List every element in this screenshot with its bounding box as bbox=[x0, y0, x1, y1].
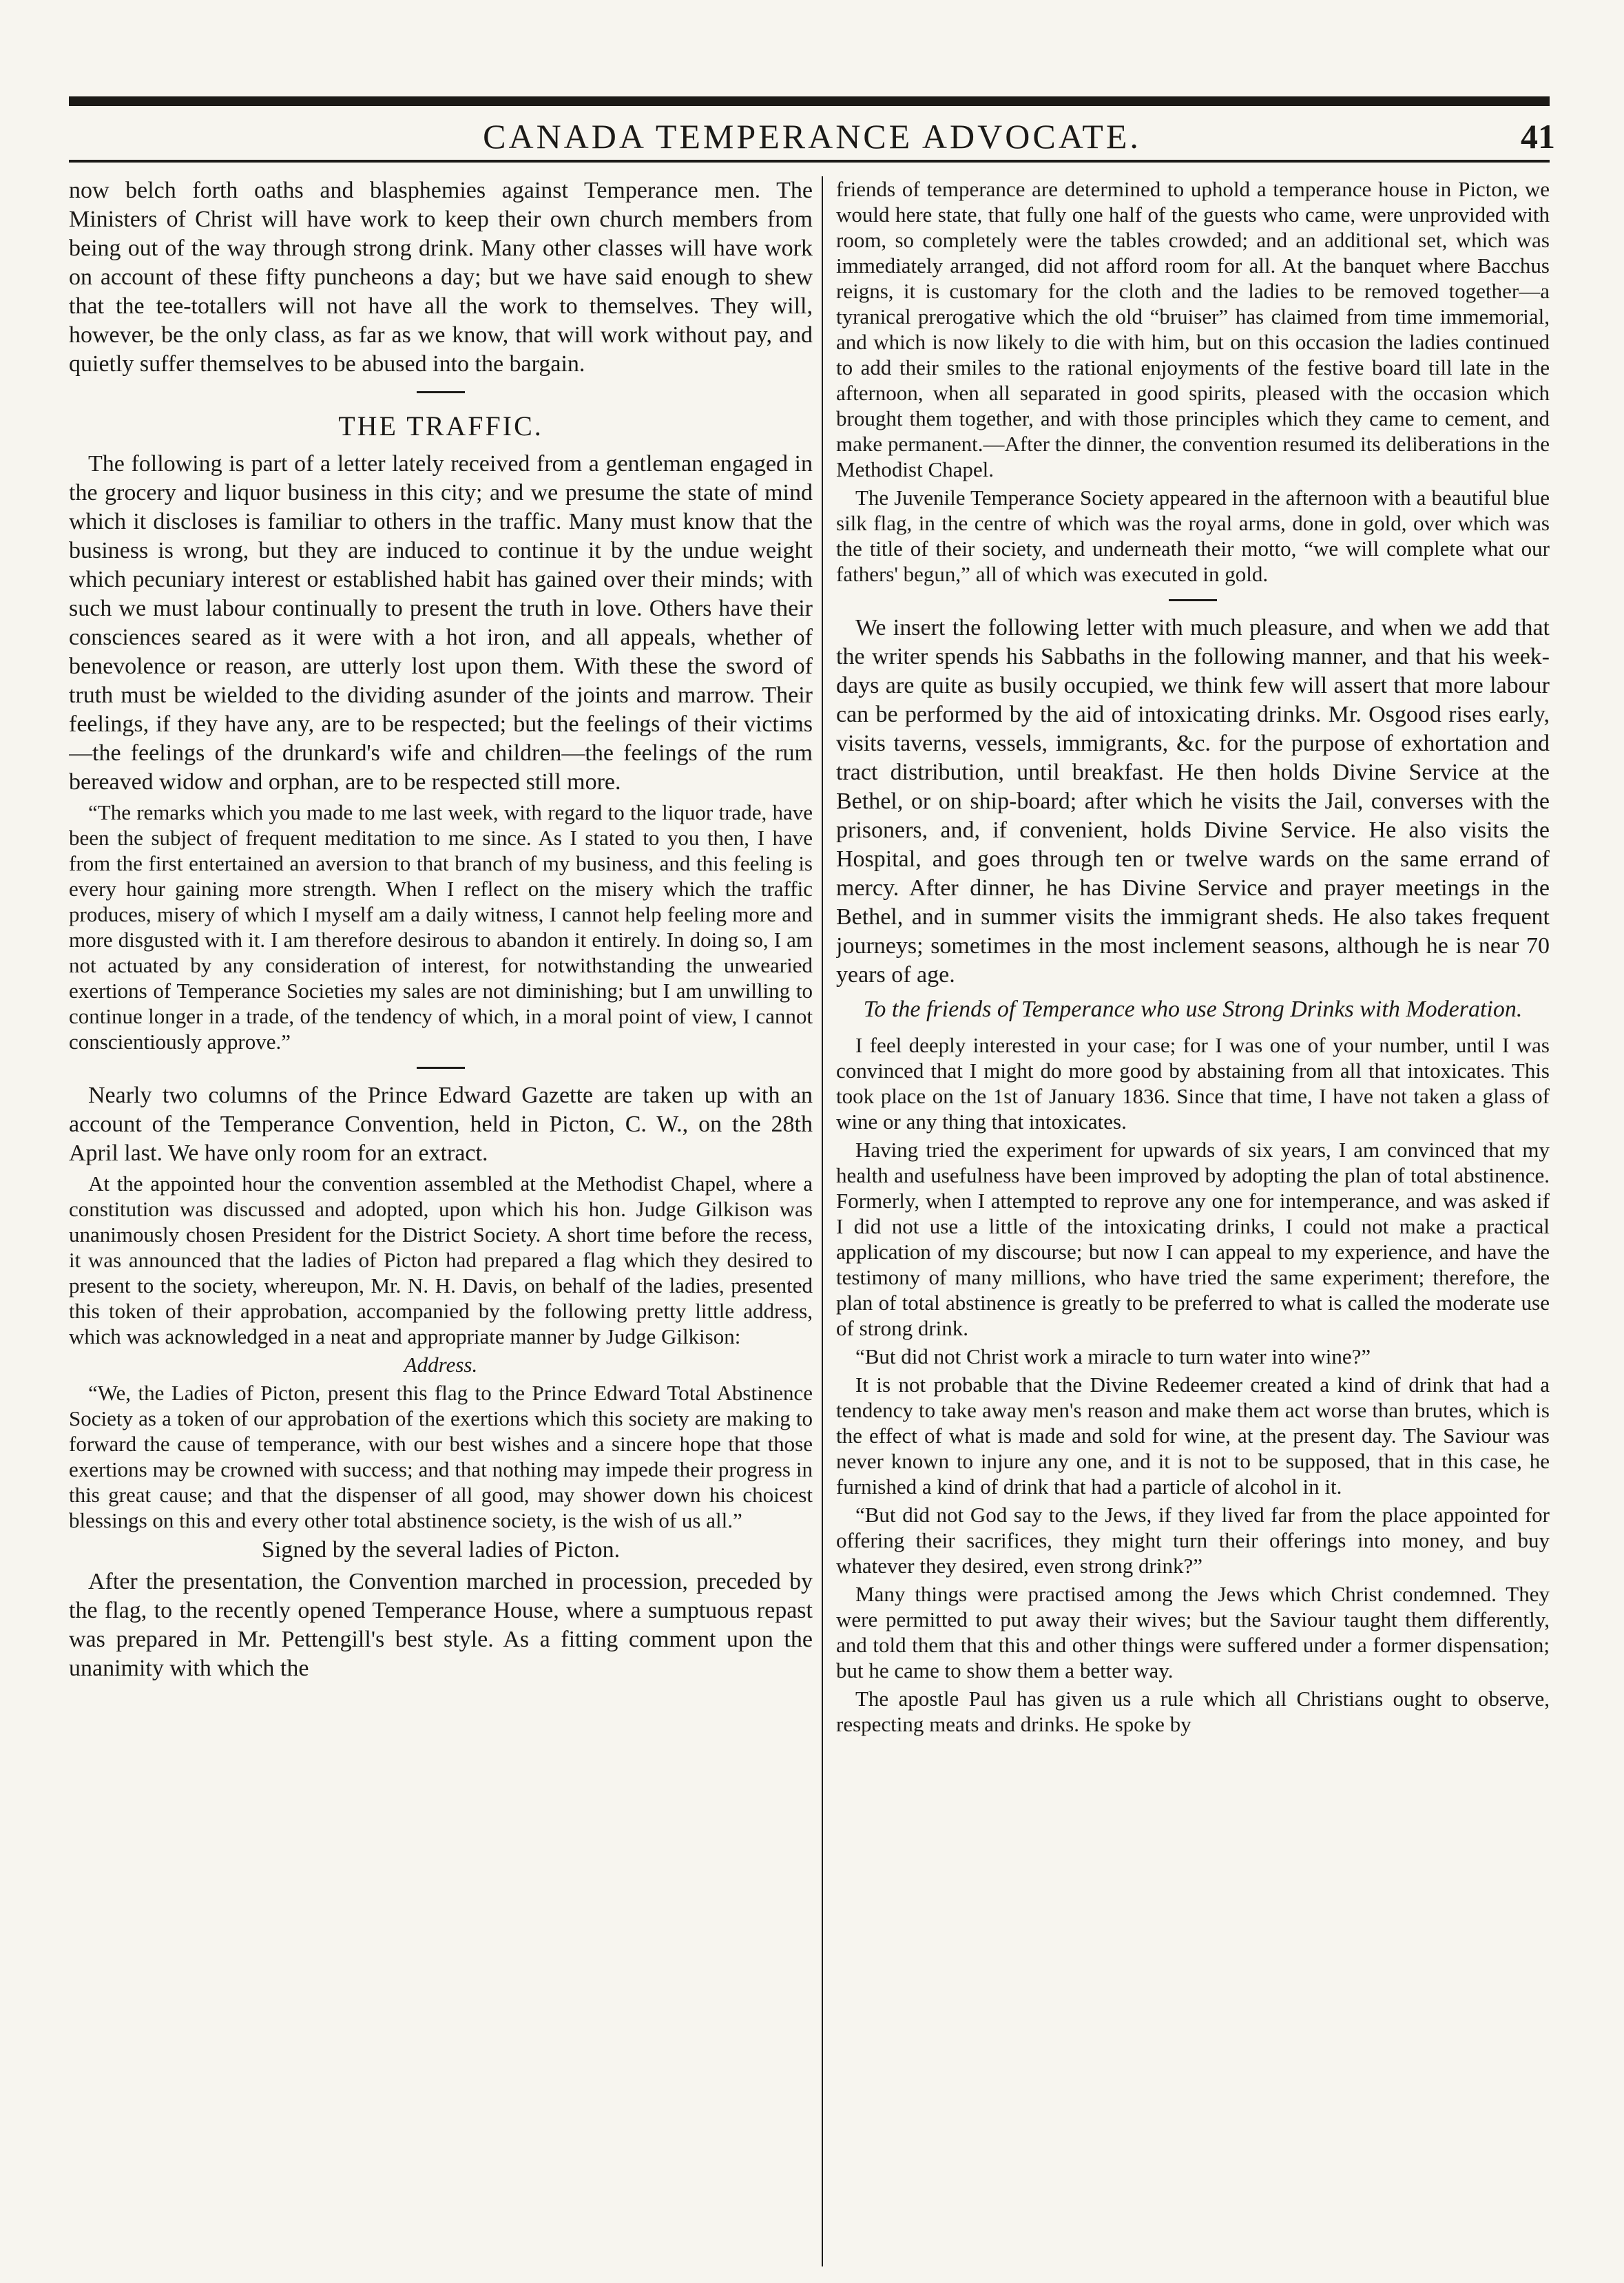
column-divider bbox=[822, 176, 823, 2266]
paragraph: Nearly two columns of the Prince Edward Gazette are taken up with an account of the Temperance Convention, held in Picton, C. W., on the 28th April last. We have only room for an extract. bbox=[69, 1083, 813, 1166]
separator bbox=[1169, 599, 1217, 601]
page-title: CANADA TEMPERANCE ADVOCATE. bbox=[483, 117, 1141, 156]
separator bbox=[417, 1067, 465, 1069]
paragraph: Many things were practised among the Jews which Christ condemned. They were permitted to put away their wives; but the Saviour taught them differently, and told them that this and other things were suffered under a former dispensation; but he came to show them a better way. bbox=[836, 1582, 1550, 1682]
letter-heading: To the friends of Temperance who use Strong Drinks with Moderation. bbox=[863, 997, 1523, 1022]
page-number: 41 bbox=[1521, 117, 1555, 156]
paragraph: We insert the following letter with much pleasure, and when we add that the writer spends his Sabbaths in the following manner, and that his week-days are quite as busily occupied, we think few will assert that more labour can be performed by the aid of intoxicating drinks. Mr. Osgood rises early, visits taverns, vessels, immigrants, &c. for the purpose of exhortation and tract distribution, until breakfast. He then holds Divine Service at the Bethel, or on ship-board; after which he visits the Jail, converses with the prisoners, and, if convenient, holds Divine Service. He also visits the Hospital, and goes through ten or twelve wards on the same errand of mercy. After dinner, he has Divine Service and prayer meetings in the Bethel, and in summer visits the immigrant sheds. He also takes frequent journeys; sometimes in the most inclement seasons, although he is near 70 years of age. bbox=[836, 615, 1550, 988]
paragraph: It is not probable that the Divine Redeemer created a kind of drink that had a tendency to take away men's reason and make them act worse than brutes, which is the effect of what is made and sold for wine, at the present day. The Saviour was never known to injure any one, and it is not to be supposed, that in this case, he furnished a kind of drink that had a particle of alcohol in it. bbox=[836, 1373, 1550, 1499]
signature-line: Signed by the several ladies of Picton. bbox=[261, 1537, 621, 1563]
section-heading-traffic: THE TRAFFIC. bbox=[338, 410, 543, 441]
paragraph: The following is part of a letter lately received from a gentleman engaged in the grocery and liquor business in this city; and we presume the state of mind which it discloses is familiar to others in the traffic. Many must know that the business is wrong, but they are induced to continue it by the undue weight which pecuniary interest or established habit has gained over their minds; with such we must labour continually to present the truth in love. Others have their consciences seared as it were with a hot iron, and all appeals, whether of benevolence or reason, are utterly lost upon them. With these the sword of truth must be wielded to the dividing asunder of the joints and marrow. Their feelings, if they have any, are to be respected; but the feelings of their victims—the feelings of the drunkard's wife and children—the feelings of the rum bereaved widow and orphan, are to be respected still more. bbox=[69, 451, 813, 795]
address-text: “We, the Ladies of Picton, present this flag to the Prince Edward Total Abstinence Society as a token of our approbation of the exertions which this society are making to forward the cause of temperance, with our best wishes and a sincere hope that those exertions may be crowned with success; and that nothing may impede their progress in this great cause; and that the dispenser of all good, may shower down his choicest blessings on this and every other total abstinence society, is the wish of us all.” bbox=[69, 1381, 813, 1532]
paragraph: At the appointed hour the convention assembled at the Methodist Chapel, where a constitution was discussed and adopted, upon which his hon. Judge Gilkison was unanimously chosen President for the District Society. A short time before the recess, it was announced that the ladies of Picton had prepared a flag which they desired to present to the society, whereupon, Mr. N. H. Davis, on behalf of the ladies, presented this token of their approbation, accompanied by the following pretty little address, which was acknowledged in a neat and appropriate manner by Judge Gilkison: bbox=[69, 1171, 813, 1348]
quoted-letter: “The remarks which you made to me last week, with regard to the liquor trade, have been the subject of frequent meditation to me since. As I stated to you then, I have from the first entertained an aversion to that branch of my business, and this feeling is every hour gaining more strength. When I reflect on the misery which the traffic produces, misery of which I myself am a daily witness, I cannot help feeling more and more disgusted with it. I am therefore desirous to abandon it entirely. In doing so, I am not actuated by any consideration of interest, for notwithstanding the unwearied exertions of Temperance Societies my sales are not diminishing; but I am unwilling to continue longer in a trade, of the tendency of which, in a moral point of view, I cannot conscientiously approve.” bbox=[69, 800, 813, 1054]
header-top-rule bbox=[69, 96, 1550, 106]
right-column bbox=[836, 176, 1550, 2266]
paragraph: The Juvenile Temperance Society appeared in the afternoon with a beautiful blue silk flag, in the centre of which was the royal arms, done in gold, over which was the title of their society, and underneath their motto, “we will complete what our fathers' begun,” all of which was executed in gold. bbox=[836, 486, 1550, 586]
paragraph: The apostle Paul has given us a rule which all Christians ought to observe, respecting meats and drinks. He spoke by bbox=[836, 1687, 1550, 1736]
paragraph: “But did not Christ work a miracle to turn water into wine?” bbox=[855, 1344, 1371, 1368]
paragraph: After the presentation, the Convention marched in procession, preceded by the flag, to the recently opened Temperance House, where a sumptuous repast was prepared in Mr. Pettengill's best style. As a fitting comment upon the unanimity with which the bbox=[69, 1569, 813, 1681]
address-heading: Address. bbox=[404, 1353, 478, 1377]
paragraph: now belch forth oaths and blasphemies against Temperance men. The Ministers of Christ will have work to keep their own church members from being out of the way through strong drink. Many other classes will have work on account of these fifty puncheons a day; but we have said enough to shew that the tee-totallers will not have all the work to themselves. They will, however, be the only class, as far as we know, that will work without pay, and quietly suffer themselves to be abused into the bargain. bbox=[69, 178, 813, 377]
header-bottom-rule bbox=[69, 160, 1550, 163]
separator bbox=[417, 391, 465, 393]
left-column bbox=[69, 176, 813, 2266]
paragraph: I feel deeply interested in your case; for I was one of your number, until I was convinced that I might do more good by abstaining from all that intoxicates. This took place on the 1st of January 1836. Since that time, I have not taken a glass of wine or any thing that intoxicates. bbox=[836, 1033, 1550, 1134]
paragraph: “But did not God say to the Jews, if they lived far from the place appointed for offering their sacrifices, they might turn their offerings into money, and buy whatever they desired, even strong drink?” bbox=[836, 1503, 1550, 1578]
paragraph: Having tried the experiment for upwards of six years, I am convinced that my health and usefulness have been improved by adopting the plan of total abstinence. Formerly, when I attempted to reprove any one for intemperance, and was asked if I did not use a little of the intoxicating drinks, I could not make a practical application of my discourse; but now I can appeal to my experience, and have the testimony of many millions, who have tried the same experiment; therefore, the plan of total abstinence is greatly to be preferred to what is called the moderate use of strong drink. bbox=[836, 1138, 1550, 1340]
paragraph: friends of temperance are determined to uphold a temperance house in Picton, we would here state, that fully one half of the guests who came, were unprovided with room, so completely were the tables crowded; and an additional set, which was immediately arranged, did not afford room for all. At the banquet where Bacchus reigns, it is customary for the cloth and the ladies to be removed together—a tyranical prerogative which the old “bruiser” has claimed from time immemorial, and which is now likely to die with him, but on this occasion the ladies continued to add their smiles to the rational enjoyments of the festive board till late in the afternoon, when all separated in good spirits, pleased with the occasion which brought them together, and with those principles which they came to cement, and make permanent.—After the dinner, the convention resumed its deliberations in the Methodist Chapel. bbox=[836, 177, 1550, 481]
